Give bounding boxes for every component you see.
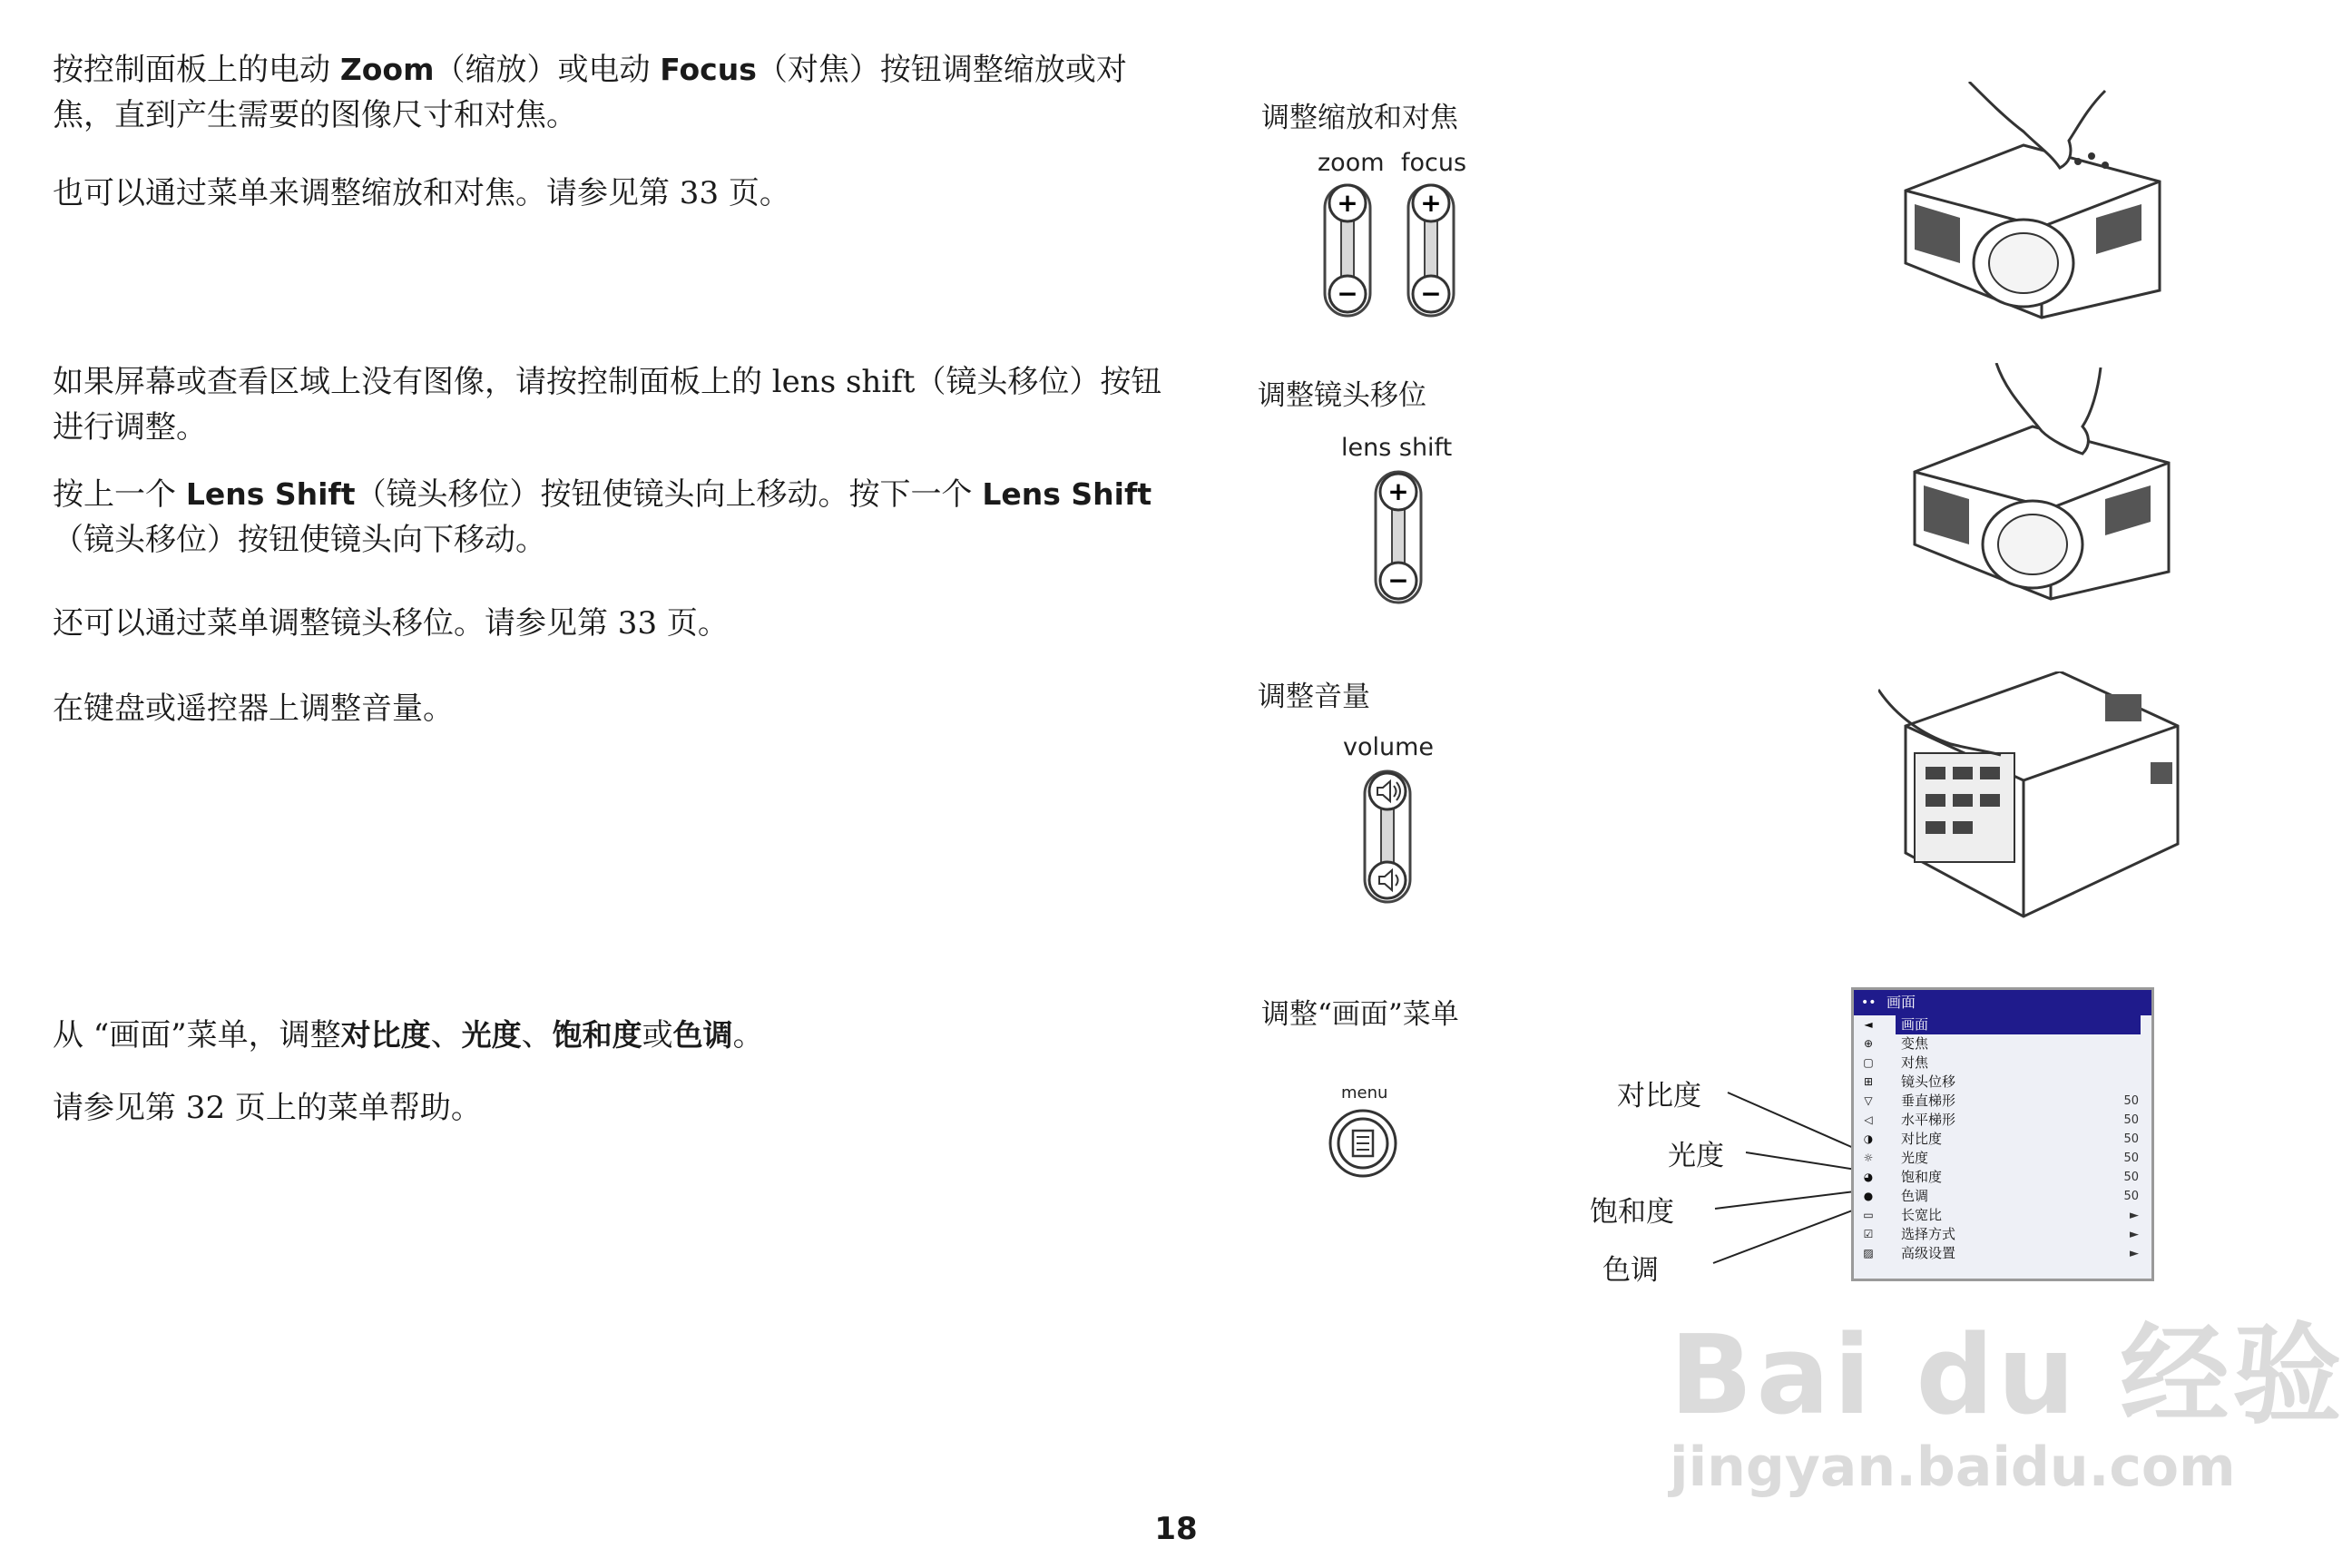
zoom-focus-buttons — [1318, 178, 1463, 323]
osd-menu-item[interactable] — [1854, 1244, 2151, 1263]
osd-item-icon: ☼ — [1863, 1152, 1874, 1164]
osd-menu-item[interactable] — [1854, 1168, 2151, 1187]
osd-item-value: ► — [2130, 1228, 2139, 1241]
text: 从 “画面”菜单，调整 — [53, 1017, 341, 1054]
menu-button-icon[interactable] — [1327, 1107, 1399, 1180]
bold-brightness: 光度 — [461, 1017, 522, 1053]
osd-item-value: 50 — [2123, 1152, 2139, 1165]
section-title-picture-menu: 调整“画面”菜单 — [1261, 998, 1459, 1031]
svg-text:−: − — [1337, 279, 1358, 309]
paragraph-lens-shift-buttons — [53, 472, 1169, 563]
osd-item-icon: ◄ — [1864, 1018, 1873, 1031]
osd-item-value: 50 — [2123, 1171, 2139, 1184]
projector-rear-panel-icon — [1878, 671, 2187, 926]
osd-menu-item[interactable] — [1854, 1206, 2151, 1225]
text: 按上一个 — [53, 476, 186, 513]
osd-item-icon: ◕ — [1863, 1171, 1874, 1183]
svg-text:+: + — [1387, 476, 1409, 506]
callout-tint: 色调 — [1602, 1254, 1659, 1287]
text: （镜头移位）按钮使镜头向下移动。 — [53, 522, 546, 558]
osd-item-icon: ▽ — [1864, 1094, 1873, 1107]
osd-item-label: 选择方式 — [1901, 1226, 1956, 1242]
osd-item-value: ► — [2130, 1209, 2139, 1222]
text: 、 — [430, 1017, 462, 1054]
osd-item-icon: ▨ — [1863, 1247, 1874, 1259]
svg-text:+: + — [1420, 188, 1442, 218]
osd-title: 画面 — [1886, 994, 1916, 1011]
paragraph-lens-shift-menu: 还可以通过菜单调整镜头移位。请参见第 33 页。 — [53, 605, 729, 642]
text: （镜头移位）按钮使镜头向上移动。按下一个 — [355, 476, 983, 513]
volume-label: volume — [1343, 733, 1435, 761]
osd-item-icon: ⊞ — [1863, 1075, 1874, 1088]
svg-text:+: + — [1337, 188, 1358, 218]
osd-item-label: 饱和度 — [1901, 1169, 1943, 1185]
osd-item-label: 垂直梯形 — [1901, 1093, 1956, 1109]
watermark-logo-text: Bai du 经验 — [1670, 1313, 2346, 1439]
osd-rows — [1854, 1015, 2151, 1263]
osd-item-icon: ▭ — [1863, 1209, 1874, 1221]
osd-item-value: 50 — [2123, 1132, 2139, 1146]
osd-item-label: 对焦 — [1901, 1054, 1929, 1071]
osd-menu-item[interactable] — [1854, 1073, 2151, 1092]
osd-item-value: 50 — [2123, 1113, 2139, 1127]
osd-menu-item[interactable] — [1854, 1111, 2151, 1130]
osd-item-icon: ▢ — [1863, 1056, 1874, 1069]
osd-item-icon: ⊕ — [1863, 1037, 1874, 1050]
osd-item-value: ► — [2130, 1247, 2139, 1260]
paragraph-menu-help: 请参见第 32 页上的菜单帮助。 — [53, 1090, 482, 1126]
section-title-volume: 调整音量 — [1258, 681, 1370, 713]
osd-menu-item[interactable] — [1854, 1187, 2151, 1206]
text: （缩放）或电动 — [434, 52, 661, 88]
osd-item-value: 50 — [2123, 1094, 2139, 1108]
osd-menu-item[interactable] — [1854, 1092, 2151, 1111]
text: （对焦）按钮调整缩放或对焦，直到产生需要的图像尺寸和对焦。 — [53, 52, 1127, 133]
section-title-lens-shift: 调整镜头移位 — [1258, 379, 1426, 412]
osd-item-label: 长宽比 — [1901, 1207, 1943, 1223]
focus-rocker[interactable] — [1408, 185, 1454, 316]
bold-zoom: Zoom — [339, 52, 435, 87]
osd-item-label: 对比度 — [1901, 1131, 1943, 1147]
lens-shift-label: lens shift — [1341, 434, 1453, 462]
osd-item-icon: ◑ — [1863, 1132, 1874, 1145]
callout-saturation: 饱和度 — [1590, 1196, 1674, 1229]
osd-item-label: 变焦 — [1901, 1035, 1929, 1052]
text: 、 — [521, 1017, 553, 1054]
callout-lines — [1661, 1080, 1869, 1279]
text: 或 — [642, 1017, 673, 1054]
osd-menu-item[interactable] — [1854, 1054, 2151, 1073]
osd-menu-item[interactable] — [1854, 1149, 2151, 1168]
osd-item-label: 高级设置 — [1901, 1245, 1956, 1261]
osd-item-label: 画面 — [1896, 1015, 2141, 1034]
svg-text:−: − — [1387, 565, 1409, 595]
paragraph-picture-menu — [53, 1013, 1169, 1058]
menu-label: menu — [1341, 1083, 1388, 1102]
zoom-rocker[interactable] — [1325, 185, 1370, 316]
osd-item-icon: ◁ — [1864, 1113, 1873, 1126]
bold-contrast: 对比度 — [340, 1017, 431, 1053]
osd-menu-item[interactable] — [1854, 1015, 2151, 1034]
focus-label: focus — [1401, 149, 1467, 177]
bold-saturation: 饱和度 — [552, 1017, 642, 1053]
zoom-label: zoom — [1318, 149, 1385, 177]
bold-lens-shift: Lens Shift — [982, 476, 1152, 512]
callout-brightness: 光度 — [1668, 1140, 1724, 1172]
paragraph-volume: 在键盘或遥控器上调整音量。 — [53, 691, 454, 727]
watermark-url: jingyan.baidu.com — [1670, 1436, 2236, 1499]
svg-text:−: − — [1420, 279, 1442, 309]
projector-lens-hand-icon — [1896, 363, 2187, 608]
osd-item-icon: ● — [1863, 1190, 1874, 1202]
paragraph-lens-shift-intro: 如果屏幕或查看区域上没有图像，请按控制面板上的 lens shift（镜头移位）按钮进行调整。 — [53, 364, 1162, 446]
section-title-zoom-focus: 调整缩放和对焦 — [1261, 102, 1458, 134]
text: 。 — [732, 1017, 764, 1054]
callout-contrast: 对比度 — [1617, 1080, 1701, 1112]
paragraph-zoom-focus — [53, 47, 1169, 138]
bold-tint: 色调 — [672, 1017, 733, 1053]
page-number: 18 — [1154, 1511, 1198, 1547]
osd-item-label: 镜头位移 — [1901, 1073, 1956, 1090]
volume-rocker[interactable] — [1357, 764, 1421, 909]
osd-menu-item[interactable] — [1854, 1130, 2151, 1149]
bold-focus: Focus — [660, 52, 757, 87]
osd-item-label: 水平梯形 — [1901, 1112, 1956, 1128]
baidu-watermark — [1670, 1289, 2345, 1499]
osd-item-label: 色调 — [1901, 1188, 1929, 1204]
lens-shift-rocker[interactable] — [1368, 465, 1432, 610]
osd-menu-item[interactable] — [1854, 1225, 2151, 1244]
osd-item-label: 光度 — [1901, 1150, 1929, 1166]
osd-menu-item[interactable] — [1854, 1034, 2151, 1054]
dots-icon: •• — [1861, 995, 1877, 1010]
paragraph-zoom-menu: 也可以通过菜单来调整缩放和对焦。请参见第 33 页。 — [53, 175, 790, 211]
osd-title-bar — [1854, 990, 2151, 1015]
text: 按控制面板上的电动 — [53, 52, 340, 88]
osd-item-value: 50 — [2123, 1190, 2139, 1203]
bold-lens-shift: Lens Shift — [185, 476, 356, 512]
projector-hand-icon — [1887, 82, 2178, 327]
picture-menu-osd — [1851, 987, 2154, 1281]
osd-item-icon: ☑ — [1863, 1228, 1874, 1240]
